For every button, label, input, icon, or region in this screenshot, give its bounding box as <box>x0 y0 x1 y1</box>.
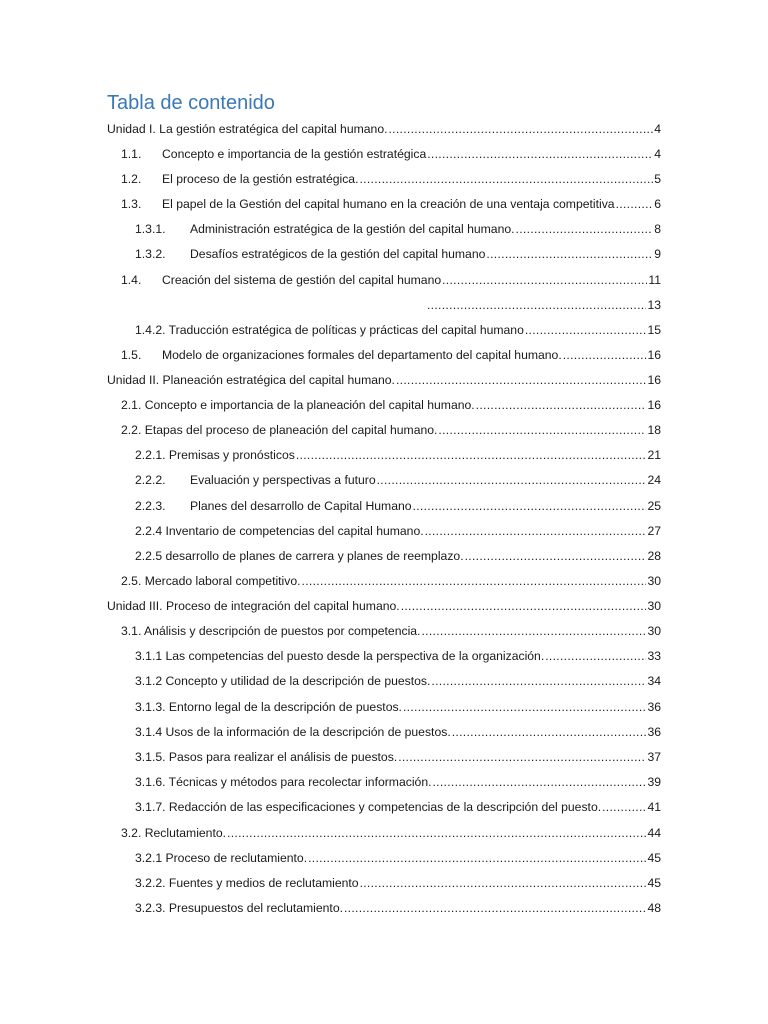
toc-entry-3-1-7[interactable] <box>135 799 661 815</box>
toc-leader <box>396 372 646 388</box>
toc-title: Tabla de contenido <box>107 92 275 114</box>
toc-entry-number: 1.3.1. <box>135 222 166 236</box>
toc-leader <box>616 196 654 212</box>
toc-leader <box>602 799 646 815</box>
toc-entry-text: Unidad III. Proceso de integración del capital humano. <box>107 599 400 613</box>
toc-entry-3-2-3[interactable] <box>135 900 661 916</box>
toc-page-number: 28 <box>647 549 661 563</box>
toc-page-number: 36 <box>647 725 661 739</box>
toc-leader <box>476 397 647 413</box>
toc-leader <box>302 573 647 589</box>
toc-entry-unit-1[interactable] <box>107 121 661 137</box>
toc-entry-text: 2.2.4 Inventario de competencias del capital humano. <box>135 524 424 538</box>
toc-entry-number: 1.3. <box>121 197 142 211</box>
toc-entry-number: 2.2.3. <box>135 499 166 513</box>
toc-entry-number: 1.4. <box>121 273 142 287</box>
toc-page-number: 18 <box>647 423 661 437</box>
toc-page-number: 13 <box>647 298 661 312</box>
toc-leader <box>413 498 647 514</box>
toc-page-number: 16 <box>647 348 661 362</box>
toc-entry-2-2-5[interactable] <box>135 548 661 564</box>
toc-entry-1-4-2[interactable] <box>135 322 661 338</box>
toc-entry-1-4[interactable] <box>121 272 661 288</box>
toc-page-number: 9 <box>654 247 661 261</box>
toc-entry-number: 1.3.2. <box>135 247 166 261</box>
toc-leader <box>525 322 647 338</box>
toc-entry-text: 3.1.2 Concepto y utilidad de la descripción de puestos. <box>135 674 431 688</box>
toc-leader <box>438 422 646 438</box>
toc-leader <box>431 673 646 689</box>
toc-page-number: 30 <box>647 599 661 613</box>
toc-page-number: 36 <box>647 700 661 714</box>
toc-page-number: 30 <box>647 624 661 638</box>
toc-leader <box>545 648 646 664</box>
toc-page-number: 41 <box>647 800 661 814</box>
toc-page-number: 15 <box>647 323 661 337</box>
toc-entry-1-1[interactable] <box>121 146 661 162</box>
toc-page-number: 48 <box>647 901 661 915</box>
toc-entry-text: 3.2. Reclutamiento. <box>121 826 227 840</box>
toc-entry-text: Evaluación y perspectivas a futuro <box>190 473 376 487</box>
toc-entry-text: 3.1.5. Pasos para realizar el análisis de puestos. <box>135 750 398 764</box>
toc-leader <box>427 146 653 162</box>
toc-entry-text: El proceso de la gestión estratégica. <box>162 172 359 186</box>
toc-entry-3-1-1[interactable] <box>135 648 661 664</box>
toc-entry-3-1-2[interactable] <box>135 673 661 689</box>
toc-entry-1-2[interactable] <box>121 171 661 187</box>
toc-entry-text: Modelo de organizaciones formales del departamento del capital humano. <box>162 348 562 362</box>
toc-entry-unit-2[interactable] <box>107 372 661 388</box>
toc-entry-3-1[interactable] <box>121 623 661 639</box>
toc-leader <box>442 272 647 288</box>
toc-entry-2-2-4[interactable] <box>135 523 661 539</box>
toc-page-number: 33 <box>647 649 661 663</box>
toc-entry-number: 1.5. <box>121 348 142 362</box>
toc-entry-unit-3[interactable] <box>107 598 661 614</box>
toc-leader <box>465 548 647 564</box>
toc-page-number: 44 <box>647 826 661 840</box>
toc-page-number: 5 <box>654 172 661 186</box>
toc-page-number: 30 <box>647 574 661 588</box>
toc-page-number: 34 <box>647 674 661 688</box>
toc-page-number: 45 <box>647 851 661 865</box>
toc-entry-text: Creación del sistema de gestión del capital humano <box>162 273 442 287</box>
toc-page-number: 4 <box>654 122 661 136</box>
toc-entry-text: 3.1.1 Las competencias del puesto desde la perspectiva de la organización. <box>135 649 545 663</box>
toc-leader <box>389 121 654 137</box>
toc-entry-text: 3.1.4 Usos de la información de la descripción de puestos. <box>135 725 451 739</box>
toc-entry-text: El papel de la Gestión del capital humano en la creación de una ventaja competitiva <box>162 197 615 211</box>
toc-leader <box>296 447 647 463</box>
toc-entry-text: Planes del desarrollo de Capital Humano <box>190 499 412 513</box>
toc-page-number: 4 <box>654 147 661 161</box>
toc-page-number: 16 <box>647 373 661 387</box>
toc-entry-text: 2.1. Concepto e importancia de la planeación del capital humano. <box>121 398 475 412</box>
toc-leader <box>377 472 647 488</box>
toc-entry-3-2-1[interactable] <box>135 850 661 866</box>
toc-entry-3-1-5[interactable] <box>135 749 661 765</box>
toc-entry-2-1[interactable] <box>121 397 661 413</box>
toc-entry-text: 3.1.6. Técnicas y métodos para recolectar información. <box>135 775 432 789</box>
toc-entry-text: 1.4.2. Traducción estratégica de políticas y prácticas del capital humano <box>135 323 524 337</box>
toc-entry-2-5[interactable] <box>121 573 661 589</box>
toc-entry-text: 3.2.3. Presupuestos del reclutamiento. <box>135 901 343 915</box>
toc-entry-text: 3.2.1 Proceso de reclutamiento. <box>135 851 308 865</box>
toc-entry-3-1-3[interactable] <box>135 699 661 715</box>
toc-leader <box>516 221 654 237</box>
toc-page-number: 16 <box>647 398 661 412</box>
toc-leader <box>360 875 647 891</box>
toc-entry-text: 2.2.5 desarrollo de planes de carrera y planes de reemplazo. <box>135 549 464 563</box>
toc-page-number: 11 <box>648 273 661 287</box>
toc-page-number: 39 <box>647 775 661 789</box>
toc-leader <box>563 347 647 363</box>
toc-page-number: 6 <box>654 197 661 211</box>
toc-entry-text: 2.5. Mercado laboral competitivo. <box>121 574 301 588</box>
toc-page-number: 45 <box>647 876 661 890</box>
toc-entry-1-5[interactable] <box>121 347 661 363</box>
toc-leader <box>403 699 646 715</box>
toc-leader <box>308 850 646 866</box>
toc-leader <box>401 598 647 614</box>
toc-leader <box>398 749 646 765</box>
toc-entry-text: 3.1. Análisis y descripción de puestos por competencia. <box>121 624 421 638</box>
toc-entry-3-1-4[interactable] <box>135 724 661 740</box>
toc-page-number: 27 <box>647 524 661 538</box>
toc-entry-3-1-6[interactable] <box>135 774 661 790</box>
toc-leader <box>421 623 646 639</box>
toc-entry-text: 2.2.1. Premisas y pronósticos <box>135 448 295 462</box>
toc-entry-text: Administración estratégica de la gestión del capital humano. <box>190 222 515 236</box>
toc-entry-number: 1.2. <box>121 172 142 186</box>
toc-entry-1-3[interactable] <box>121 196 661 212</box>
toc-page-number: 8 <box>654 222 661 236</box>
toc-entry-text: Desafíos estratégicos de la gestión del capital humano <box>190 247 486 261</box>
toc-entry-1-3-2[interactable] <box>135 246 661 262</box>
toc-entry-2-2-1[interactable] <box>135 447 661 463</box>
toc-entry-2-2-3[interactable] <box>135 498 661 514</box>
toc-page-number: 25 <box>647 499 661 513</box>
toc-page-number: 37 <box>647 750 661 764</box>
toc-entry-text: Concepto e importancia de la gestión estratégica <box>162 147 427 161</box>
toc-entry-text: Unidad II. Planeación estratégica del capital humano. <box>107 373 395 387</box>
toc-leader <box>452 724 647 740</box>
toc-page-number: 21 <box>647 448 661 462</box>
toc-entry-1-3-1[interactable] <box>135 221 661 237</box>
toc-entry-untitled[interactable] <box>426 297 661 313</box>
toc-entry-3-2-2[interactable] <box>135 875 661 891</box>
toc-leader <box>227 825 646 841</box>
toc-page-number: 24 <box>647 473 661 487</box>
toc-leader <box>344 900 646 916</box>
toc-leader <box>486 246 653 262</box>
toc-entry-text: 3.1.7. Redacción de las especificaciones y competencias de la descripción del puesto. <box>135 800 602 814</box>
toc-leader <box>359 171 653 187</box>
toc-leader <box>432 774 646 790</box>
toc-entry-text: 3.2.2. Fuentes y medios de reclutamiento <box>135 876 359 890</box>
toc-entry-number: 2.2.2. <box>135 473 166 487</box>
toc-entry-2-2-2[interactable] <box>135 472 661 488</box>
toc-leader <box>425 523 647 539</box>
toc-entry-3-2[interactable] <box>121 825 661 841</box>
toc-entry-text: 3.1.3. Entorno legal de la descripción de puestos. <box>135 700 402 714</box>
toc-entry-text: Unidad I. La gestión estratégica del capital humano. <box>107 122 388 136</box>
toc-entry-number: 1.1. <box>121 147 142 161</box>
toc-entry-2-2[interactable] <box>121 422 661 438</box>
toc-entry-text: 2.2. Etapas del proceso de planeación del capital humano. <box>121 423 438 437</box>
toc-leader <box>427 297 646 313</box>
